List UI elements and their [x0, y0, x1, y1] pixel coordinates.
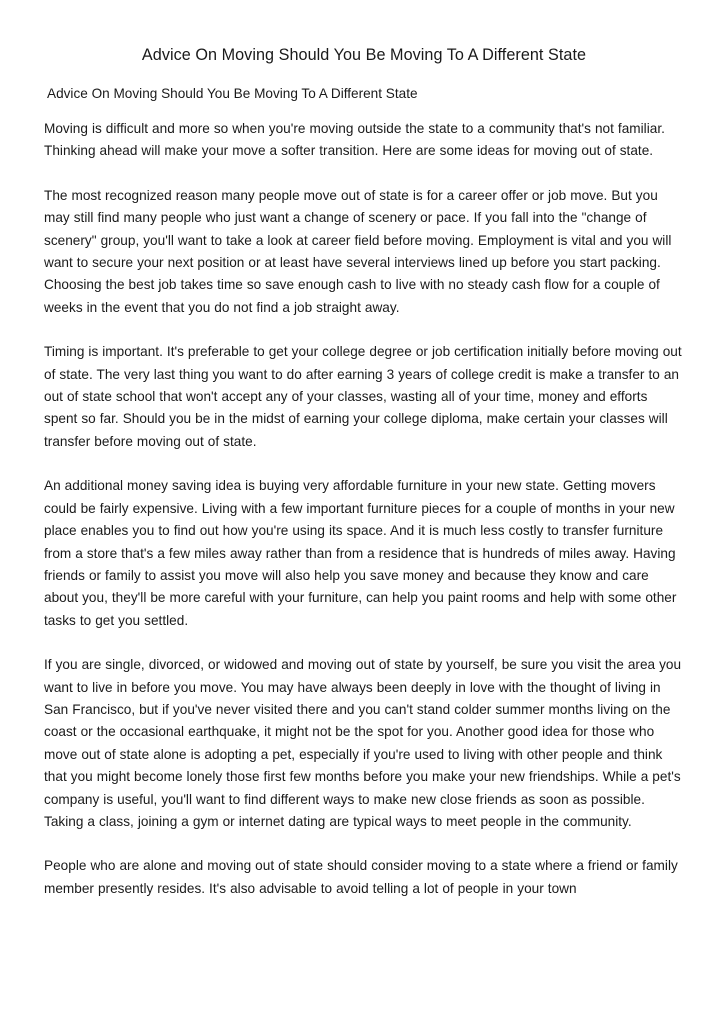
paragraph-1: Moving is difficult and more so when you're moving outside the state to a community that's not familiar. Thinking ahead will make your move a softer transition. Here are some ideas for moving out of state. [44, 121, 665, 159]
paragraph-6: People who are alone and moving out of state should consider moving to a state where a friend or family member presently resides. It's also advisable to avoid telling a lot of people in your town [44, 858, 678, 896]
paragraph-4: An additional money saving idea is buying very affordable furniture in your new state. Getting movers could be fairly expensive. Living with a few important furniture pieces for a couple of months in your new place enables you to find out how you're using its space. And it is much less costly to transfer furniture from a store that's a few miles away rather than from a residence that is hundreds of miles away. Having friends or family to assist you move will also help you save money and because they know and care about you, they'll be more careful with your furniture, can help you paint rooms and help with some other tasks to get you settled. [44, 478, 677, 628]
document-body [44, 118, 684, 900]
paragraph-5: If you are single, divorced, or widowed and moving out of state by yourself, be sure you visit the area you want to live in before you move. You may have always been deeply in love with the thought of living in San Francisco, but if you've never visited there and you can't stand colder summer months living on the coast or the occasional earthquake, it might not be the spot for you. Another good idea for those who move out of state alone is adopting a pet, especially if you're used to living with other people and think that you might become lonely those first few months before you make your new friendships. While a pet's company is useful, you'll want to find different ways to make new close friends as soon as possible. Taking a class, joining a gym or internet dating are typical ways to meet people in the community. [44, 657, 682, 829]
document-title: Advice On Moving Should You Be Moving To A Different State [141, 46, 587, 64]
paragraph-3: Timing is important. It's preferable to get your college degree or job certification initially before moving out of state. The very last thing you want to do after earning 3 years of college credit is make a transfer to an out of state school that won't accept any of your classes, wasting all of your time, money and efforts spent so far. Should you be in the midst of earning your college diploma, make certain your classes will transfer before moving out of state. [44, 344, 682, 449]
document-subtitle: Advice On Moving Should You Be Moving To A Different State [47, 86, 418, 101]
paragraph-2: The most recognized reason many people move out of state is for a career offer or job move. But you may still find many people who just want a change of scenery or pace. If you fall into the "change of scenery" group, you'll want to take a look at career field before moving. Employment is vital and you will want to secure your next position or at least have several interviews lined up before you start packing. Choosing the best job takes time so save enough cash to live with no steady cash flow for a couple of weeks in the event that you do not find a job straight away. [44, 187, 672, 315]
